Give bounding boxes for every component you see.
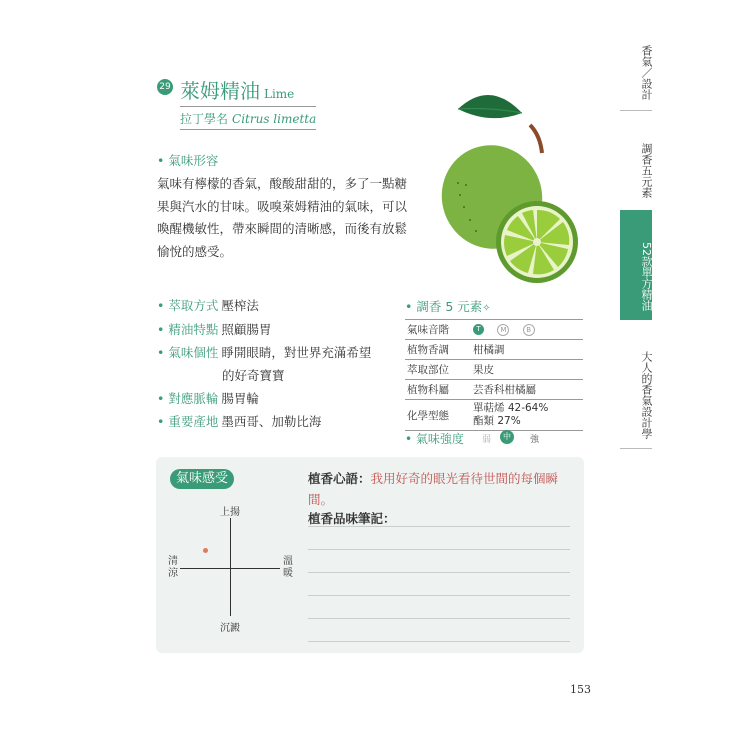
- chem-value-1: 單萜烯 42-64%: [473, 402, 549, 414]
- side-tab-3-active[interactable]: 52款單方精油: [620, 210, 652, 320]
- divider: [180, 106, 316, 107]
- title-chinese: 萊姆精油: [180, 79, 260, 103]
- axis-label-top: 上揚: [220, 507, 240, 518]
- intensity-weak: 弱: [482, 435, 492, 445]
- table-key: 化學型態: [405, 400, 471, 431]
- note-line: [308, 526, 570, 527]
- property-value: 墨西哥、加勒比海: [221, 414, 322, 429]
- property-key: • 對應脈輪: [157, 391, 218, 406]
- property-feature: [157, 320, 271, 338]
- property-key: • 萃取方式: [157, 298, 218, 313]
- note-line: [308, 618, 570, 619]
- axis-label-left: 清涼: [168, 556, 178, 579]
- axis-label-bottom: 沉澱: [220, 623, 240, 634]
- entry-number-badge: 29: [157, 79, 173, 95]
- property-key: • 重要產地: [157, 414, 218, 429]
- divider: [620, 448, 652, 449]
- table-row: [405, 400, 583, 431]
- intensity-medium-selected: 中: [500, 430, 514, 444]
- property-origin: [157, 412, 321, 430]
- description-text: 氣味有檸檬的香氣，酸酸甜甜的，多了一點糖果與汽水的甘味。吸嗅萊姆精油的氣味，可以喚醒機敏性，帶來瞬間的清晰感，而後有放鬆愉悅的感受。: [157, 176, 408, 259]
- table-row: [405, 320, 583, 340]
- leaf-shape: [458, 95, 522, 118]
- description-heading: • 氣味形容: [157, 151, 218, 169]
- blend-heading-text: 調香 5 元素: [416, 299, 483, 314]
- table-value: 果皮: [471, 360, 583, 380]
- table-key: 植物科屬: [405, 380, 471, 400]
- note-line: [308, 595, 570, 596]
- chem-value-2: 酯類 27%: [473, 415, 521, 427]
- note-top-circle: T: [473, 324, 484, 335]
- property-chakra: [157, 389, 259, 407]
- property-value: 照顧腸胃: [221, 322, 272, 337]
- table-key: 植物香調: [405, 340, 471, 360]
- table-value: 芸香科柑橘屬: [471, 380, 583, 400]
- intensity-label: • 氣味強度: [405, 430, 464, 447]
- lime-illustration: [440, 85, 590, 285]
- side-tab-4[interactable]: 大人的香氣設計學: [640, 351, 653, 439]
- property-extraction: [157, 296, 259, 314]
- note-line: [308, 641, 570, 642]
- sparkle-icon: ✧: [482, 303, 491, 314]
- table-key: 氣味音階: [405, 320, 471, 340]
- property-value: 腸胃輪: [221, 391, 259, 406]
- property-value: 壓榨法: [221, 298, 259, 313]
- table-row: [405, 360, 583, 380]
- note-line: [308, 572, 570, 573]
- divider: [620, 110, 652, 111]
- feeling-position-dot: [203, 548, 208, 553]
- note-line: [308, 549, 570, 550]
- property-key: • 精油特點: [157, 322, 218, 337]
- table-key: 萃取部位: [405, 360, 471, 380]
- horizontal-axis: [180, 568, 280, 569]
- blend-heading: [405, 297, 491, 315]
- feeling-pill: 氣味感受: [170, 469, 234, 489]
- notes-label: 植香品味筆記：: [308, 511, 396, 526]
- latin-label: 拉丁學名: [180, 112, 229, 126]
- table-row: [405, 340, 583, 360]
- title-english: Lime: [264, 87, 295, 101]
- page-number: 153: [570, 683, 591, 696]
- latin-name: Citrus limetta: [232, 112, 317, 126]
- property-continuation: 的好奇寶寶: [222, 368, 285, 383]
- note-middle-circle: M: [497, 324, 509, 336]
- heart-words: [308, 468, 573, 510]
- blend-table: [405, 319, 583, 431]
- heart-text: 我用好奇的眼光看待世間的每個瞬間。: [308, 471, 559, 507]
- property-personality: [157, 343, 371, 361]
- divider: [180, 129, 316, 130]
- chem-values: [471, 400, 583, 431]
- stem-shape: [530, 125, 542, 153]
- axis-label-right: 溫暖: [283, 556, 293, 579]
- intensity-strong: 強: [530, 435, 540, 445]
- side-tab-2[interactable]: 調香五元素: [640, 142, 653, 198]
- table-row: [405, 380, 583, 400]
- vertical-axis: [230, 518, 231, 616]
- note-base-circle: B: [523, 324, 535, 336]
- page-title: [180, 75, 294, 104]
- latin-name-row: [180, 110, 316, 127]
- heart-label: 植香心語：: [308, 471, 371, 486]
- property-value: 睜開眼睛，對世界充滿希望: [221, 345, 372, 360]
- note-scale: [471, 320, 583, 340]
- property-key: • 氣味個性: [157, 345, 218, 360]
- table-value: 柑橘調: [471, 340, 583, 360]
- side-tab-1[interactable]: 香氣／設計: [640, 44, 653, 100]
